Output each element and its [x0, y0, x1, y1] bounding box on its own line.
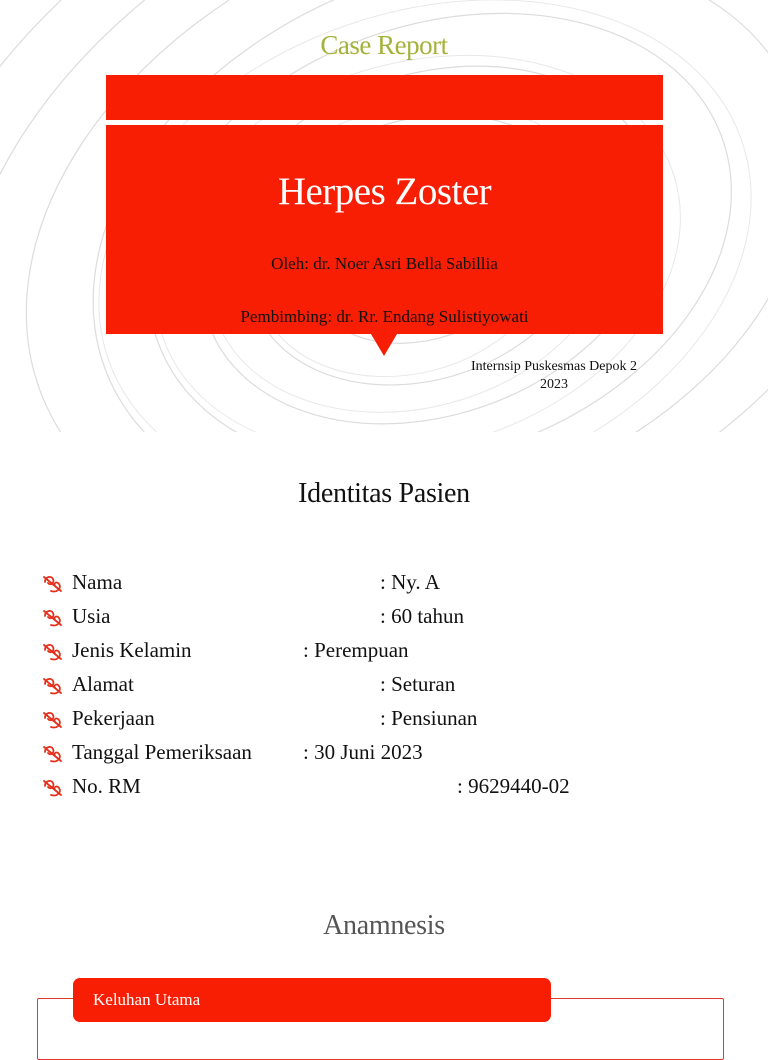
identity-label: Usia	[72, 604, 111, 628]
red-swirl-bullet-icon	[42, 710, 64, 730]
title-box-pointer	[371, 334, 397, 356]
red-swirl-bullet-icon	[42, 574, 64, 594]
identity-value: : 60 tahun	[380, 604, 464, 628]
red-swirl-bullet-icon	[42, 778, 64, 798]
identity-label: Alamat	[72, 672, 134, 696]
identity-row-tanggal-pemeriksaan	[40, 739, 740, 773]
supervisor-line: Pembimbing: dr. Rr. Endang Sulistiyowati	[240, 307, 529, 326]
author-line: Oleh: dr. Noer Asri Bella Sabillia	[271, 254, 498, 273]
identity-value: : Perempuan	[303, 638, 409, 662]
identity-value: : 9629440-02	[457, 774, 570, 798]
red-header-bar	[106, 75, 663, 120]
anamnesis-slide	[0, 864, 768, 1024]
identity-value: : 30 Juni 2023	[303, 740, 423, 764]
red-swirl-bullet-icon	[42, 744, 64, 764]
identity-value: : Ny. A	[380, 570, 440, 594]
identity-label: Pekerjaan	[72, 706, 155, 730]
identity-label: Nama	[72, 570, 123, 594]
red-swirl-bullet-icon	[42, 608, 64, 628]
identity-row-pekerjaan	[40, 705, 740, 739]
institution-label	[454, 358, 654, 394]
identity-row-jenis-kelamin	[40, 637, 740, 671]
patient-identity-slide	[0, 432, 768, 864]
title-box	[106, 125, 663, 334]
identity-value: : Seturan	[380, 672, 456, 696]
identity-row-no-rm	[40, 773, 740, 807]
slide-title: Herpes Zoster	[277, 170, 492, 213]
identity-label: Jenis Kelamin	[72, 638, 192, 662]
institution-name: Internsip Puskesmas Depok 2	[470, 359, 638, 374]
slide-title: Identitas Pasien	[298, 478, 470, 509]
identity-value: : Pensiunan	[380, 706, 478, 730]
identity-row-usia	[40, 603, 740, 637]
red-swirl-bullet-icon	[42, 676, 64, 696]
identity-row-nama	[40, 569, 740, 603]
case-report-label: Case Report	[320, 30, 448, 60]
title-slide	[0, 0, 768, 432]
institution-year: 2023	[540, 377, 568, 392]
red-swirl-bullet-icon	[42, 642, 64, 662]
identity-label: Tanggal Pemeriksaan	[72, 740, 252, 764]
identity-row-alamat	[40, 671, 740, 705]
keluhan-utama-header: Keluhan Utama	[73, 978, 551, 1022]
patient-identity-list	[40, 569, 740, 807]
identity-label: No. RM	[72, 774, 141, 798]
slide-title: Anamnesis	[323, 910, 445, 941]
